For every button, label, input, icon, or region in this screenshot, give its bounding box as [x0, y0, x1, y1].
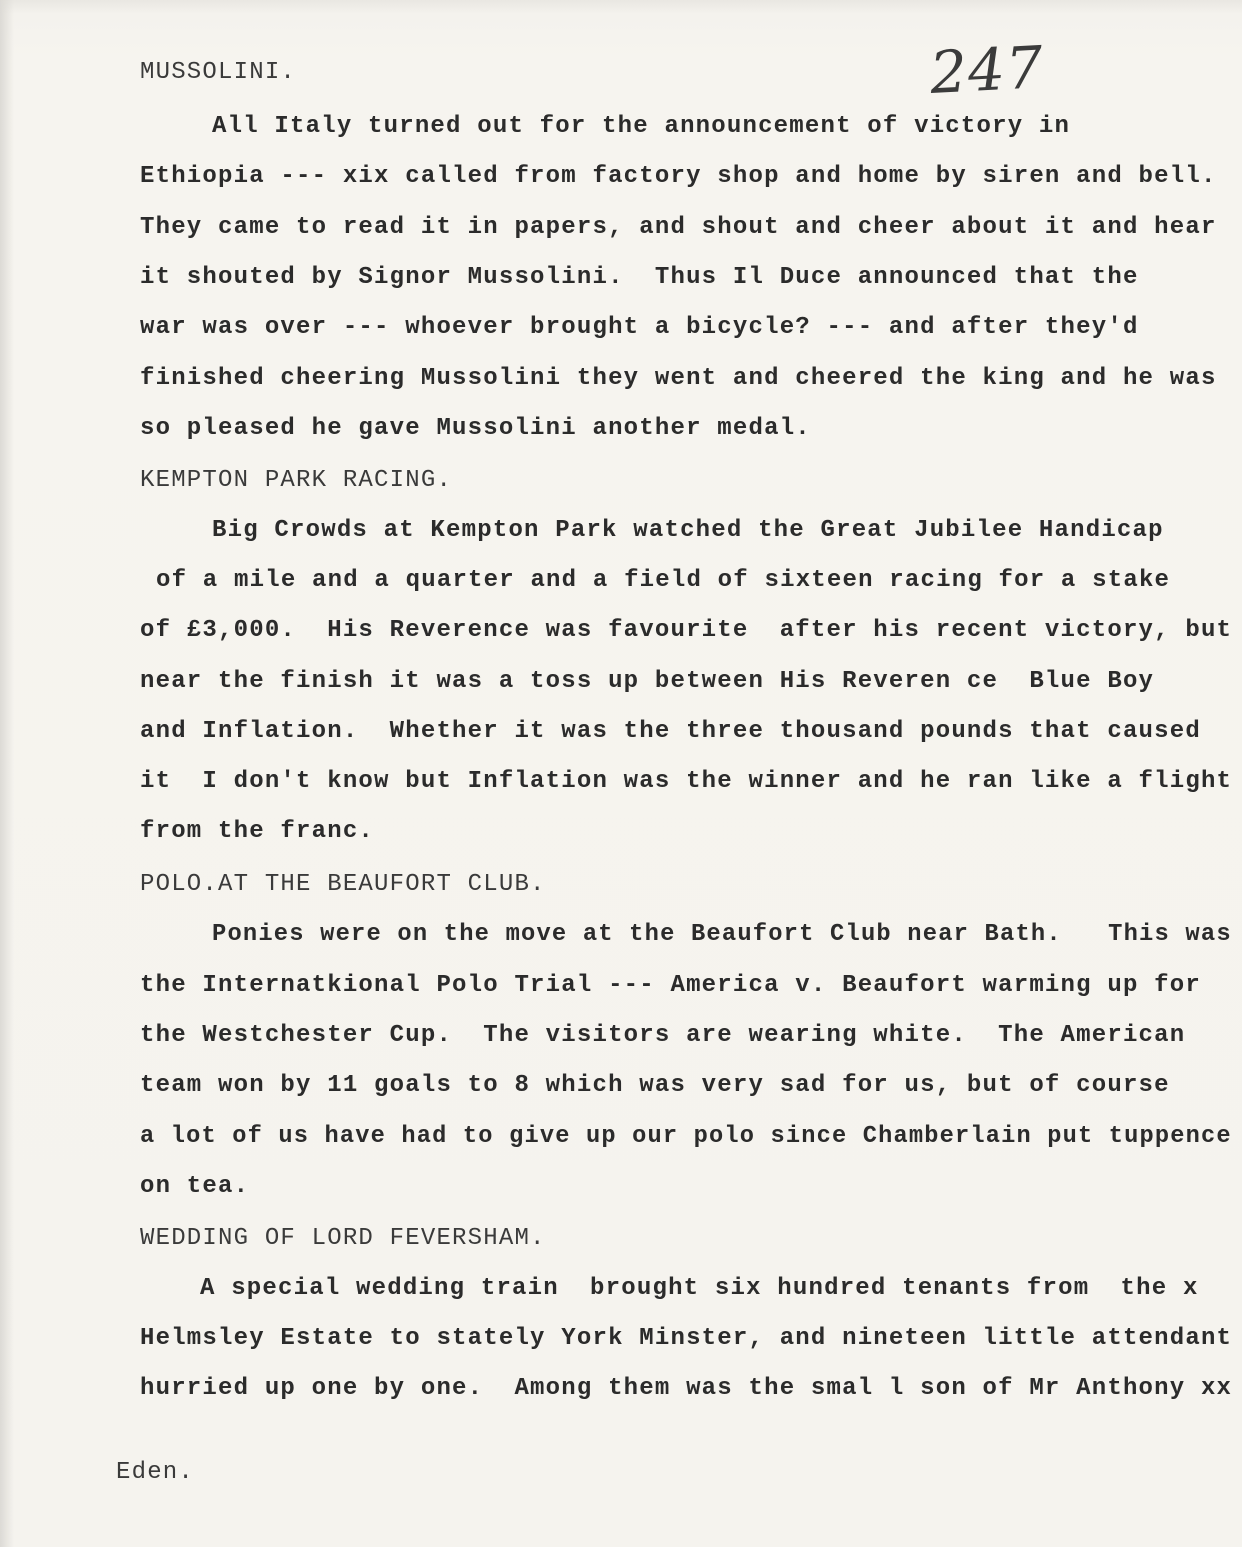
body-line: team won by 11 goals to 8 which was very sad for us, but of course [140, 1072, 1170, 1099]
body-line: They came to read it in papers, and shout and cheer about it and hear [140, 214, 1217, 241]
body-line: war was over --- whoever brought a bicycle? --- and after they'd [140, 314, 1139, 341]
section-heading-polo: POLO.AT THE BEAUFORT CLUB. [140, 871, 546, 898]
body-line: of a mile and a quarter and a field of sixteen racing for a stake [156, 567, 1171, 594]
section-heading-wedding: WEDDING OF LORD FEVERSHAM. [140, 1225, 546, 1252]
section-heading-kempton-park: KEMPTON PARK RACING. [140, 467, 453, 494]
body-line: a lot of us have had to give up our polo since Chamberlain put tuppence [140, 1123, 1232, 1150]
page-edge-shadow [0, 0, 14, 1547]
body-line: A special wedding train brought six hundred tenants from the x [200, 1275, 1199, 1302]
body-line: finished cheering Mussolini they went and cheered the king and he was [140, 365, 1217, 392]
body-line: Ethiopia --- xix called from factory shop and home by siren and bell. [140, 163, 1217, 190]
body-line: Big Crowds at Kempton Park watched the Great Jubilee Handicap [212, 517, 1164, 544]
body-line: so pleased he gave Mussolini another medal. [140, 415, 811, 442]
body-line: Ponies were on the move at the Beaufort Club near Bath. This was [212, 921, 1232, 948]
body-line: Helmsley Estate to stately York Minster, and nineteen little attendant [140, 1325, 1233, 1352]
body-line: of £3,000. His Reverence was favourite after his recent victory, but [140, 617, 1233, 644]
body-line: on tea. [140, 1173, 250, 1200]
handwritten-page-number: 247 [928, 33, 1046, 107]
body-line: and Inflation. Whether it was the three thousand pounds that caused [140, 718, 1201, 745]
body-line: it shouted by Signor Mussolini. Thus Il Duce announced that the [140, 264, 1139, 291]
body-line: the Westchester Cup. The visitors are wearing white. The American [140, 1022, 1186, 1049]
body-line: the Internatkional Polo Trial --- America v. Beaufort warming up for [140, 972, 1201, 999]
body-line: Eden. [116, 1459, 195, 1486]
body-line: from the franc. [140, 818, 375, 845]
body-line: it I don't know but Inflation was the winner and he ran like a flight [140, 768, 1233, 795]
body-line: near the finish it was a toss up between His Reveren ce Blue Boy [140, 668, 1155, 695]
body-line: hurried up one by one. Among them was the smal l son of Mr Anthony xx [140, 1375, 1233, 1402]
section-heading-mussolini: MUSSOLINI. [140, 59, 297, 86]
body-line: All Italy turned out for the announcement of victory in [212, 113, 1071, 140]
